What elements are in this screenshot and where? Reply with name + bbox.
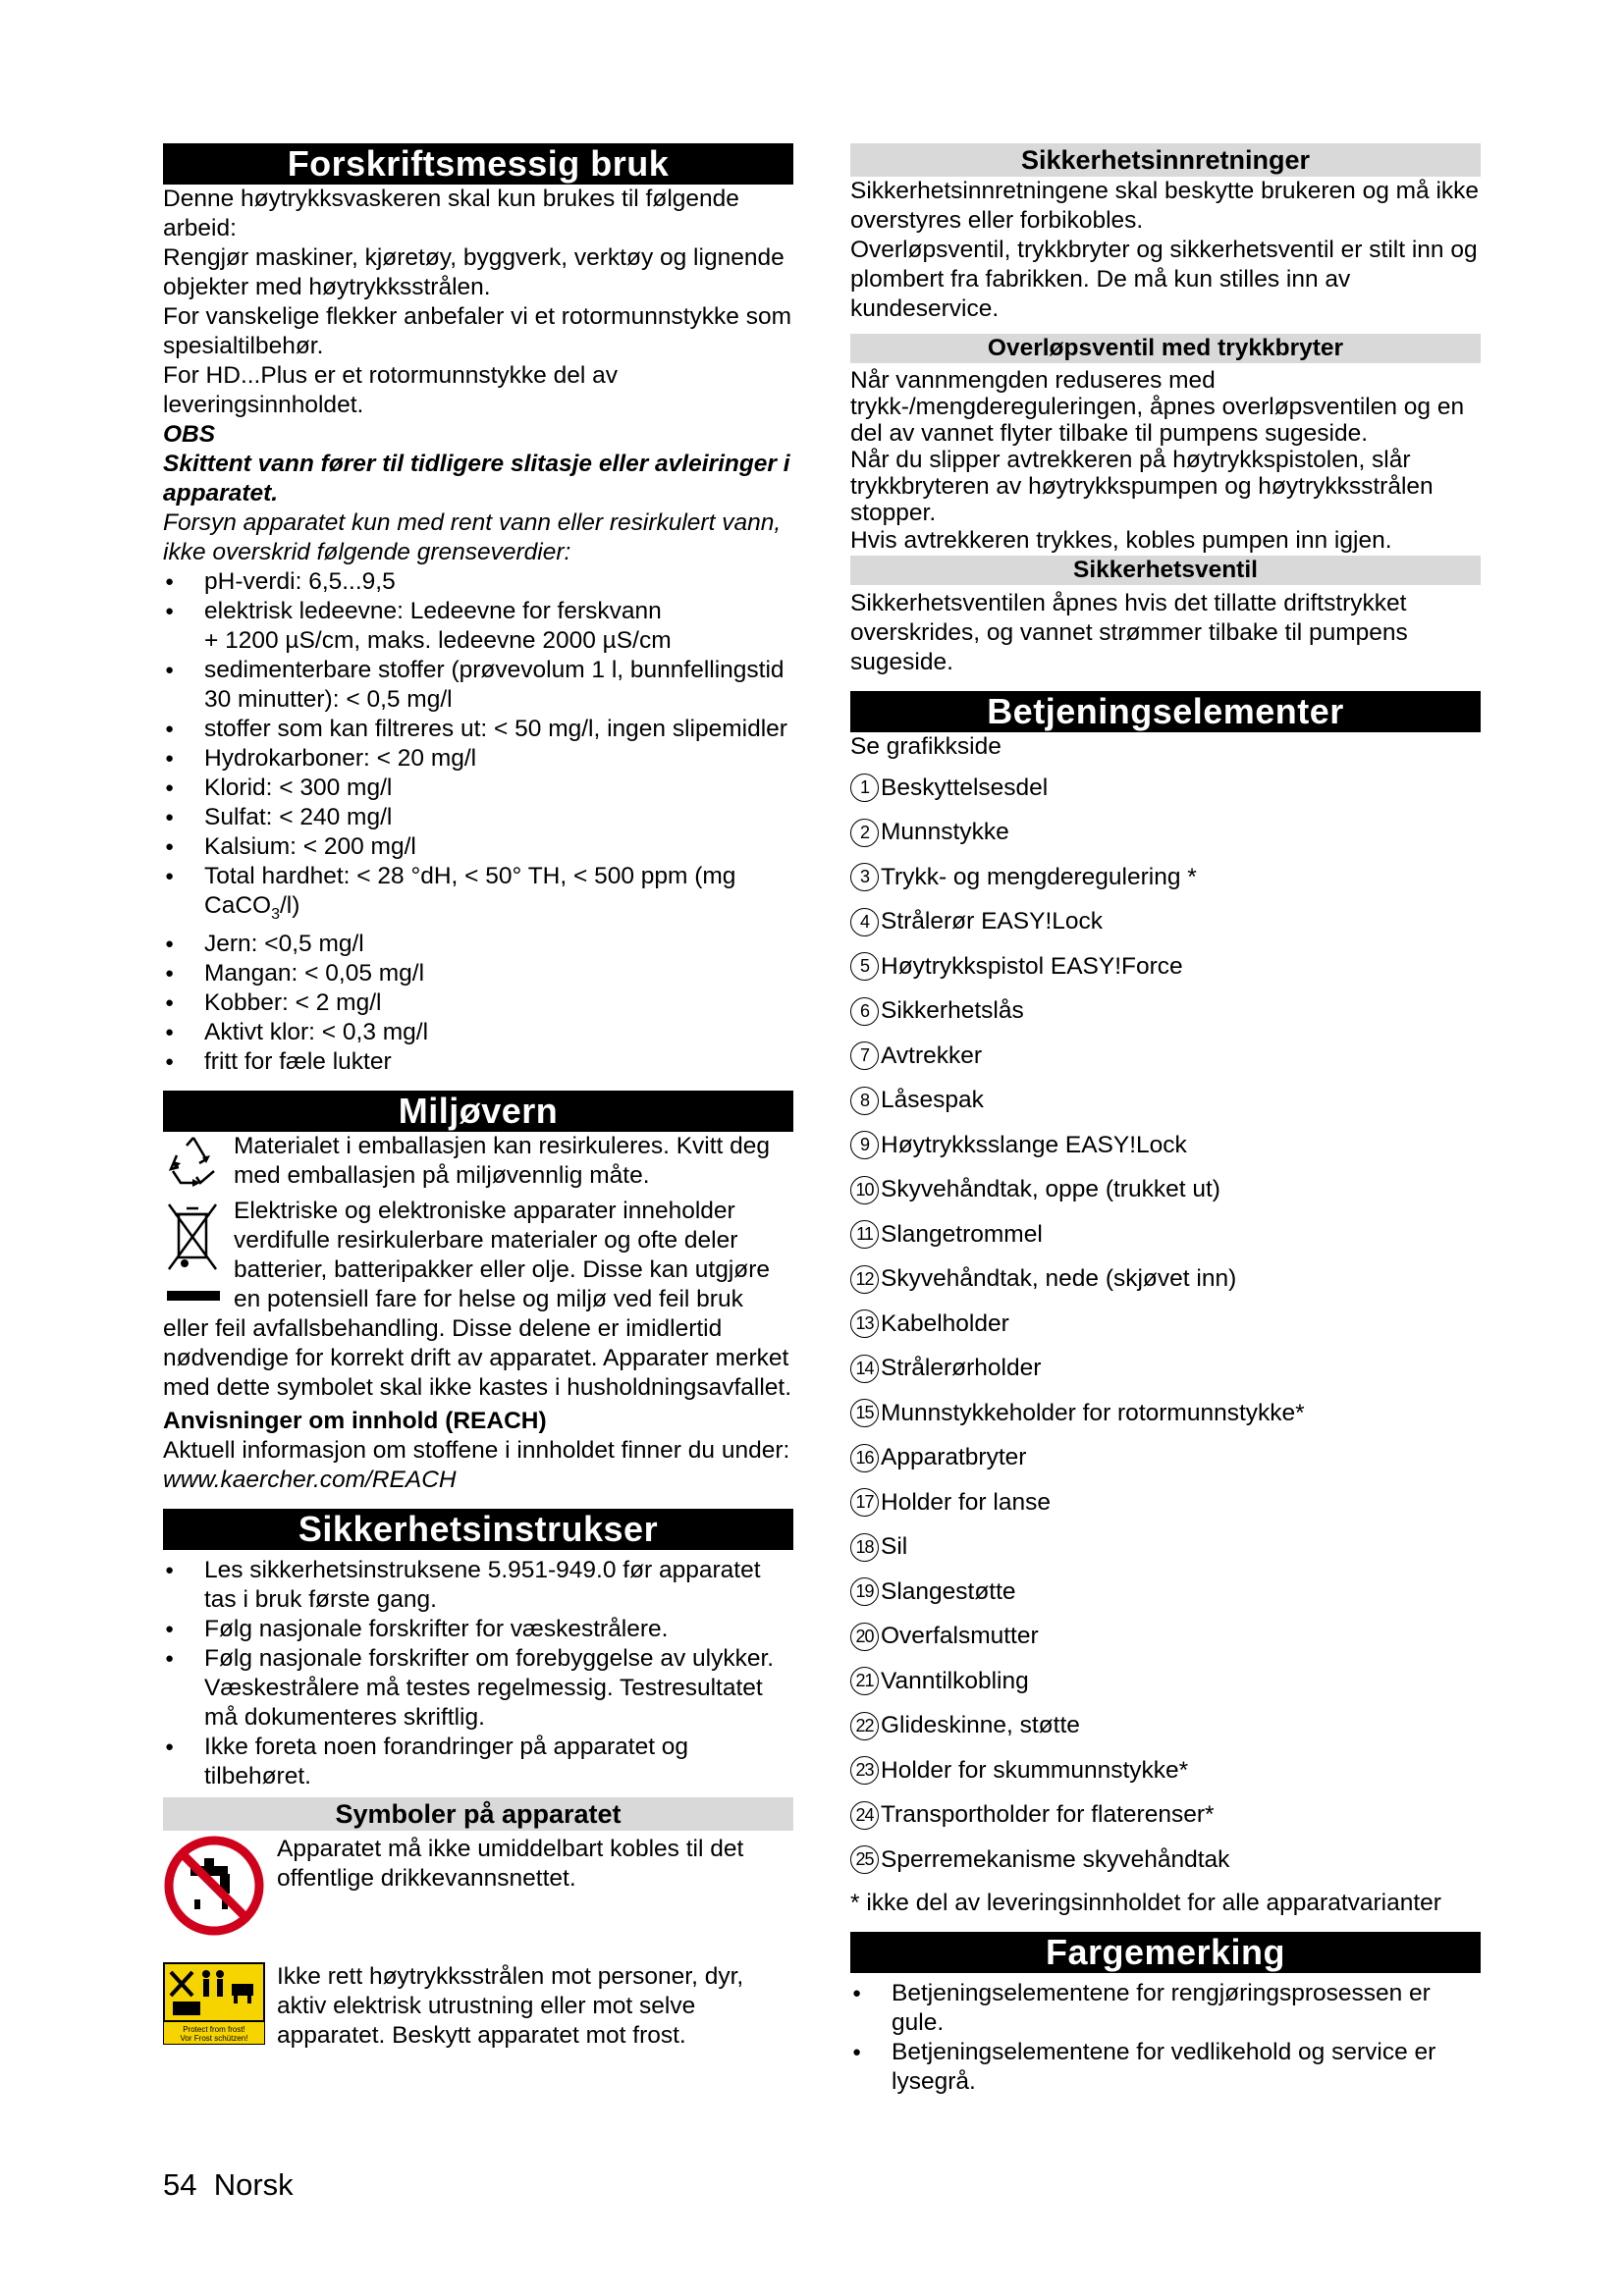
item-label: Høytrykkspistol EASY!Force bbox=[881, 952, 1183, 980]
item-label: Høytrykksslange EASY!Lock bbox=[881, 1131, 1187, 1158]
list-item: ● Følg nasjonale forskrifter om forebyggelse av ulykker. Væskestrålere må testes regelmessig. Testresultatet må dokumenteres skriftlig. bbox=[163, 1644, 793, 1733]
obs-label: OBS bbox=[163, 421, 216, 448]
item-number-badge: 2 bbox=[850, 819, 879, 847]
section-title-sikkerhetsventil: Sikkerhetsventil bbox=[850, 556, 1481, 585]
recycle-text: Materialet i emballasjen kan resirkuleres. Kvitt deg med emballasjen på miljøvennlig måte. bbox=[234, 1132, 771, 1189]
paragraph: Rengjør maskiner, kjøretøy, byggverk, verktøy og lignende objekter med høytrykksstrålen. bbox=[163, 244, 785, 300]
control-element-item bbox=[850, 1257, 1481, 1303]
item-number-badge: 10 bbox=[850, 1176, 879, 1204]
paragraph: Hvis avtrekkeren trykkes, kobles pumpen inn igjen. bbox=[850, 527, 1392, 554]
control-element-item bbox=[850, 1570, 1481, 1615]
item-label: Trykk- og mengderegulering * bbox=[881, 863, 1197, 890]
item-number-badge: 20 bbox=[850, 1623, 879, 1651]
control-element-item bbox=[850, 1659, 1481, 1704]
list-item: ● Les sikkerhetsinstruksene 5.951-949.0 før apparatet tas i bruk første gang. bbox=[163, 1556, 793, 1615]
list-item: ● Følg nasjonale forskrifter for væskestrålere. bbox=[163, 1615, 793, 1644]
section-title-sikkerhetsinstrukser: Sikkerhetsinstrukser bbox=[163, 1509, 793, 1550]
item-label: Glideskinne, støtte bbox=[881, 1712, 1080, 1739]
item-label: Strålerørholder bbox=[881, 1355, 1042, 1382]
paragraph: Overløpsventil, trykkbryter og sikkerhetsventil er stilt inn og plombert fra fabrikken. De må kun stilles inn av kundeservice. bbox=[850, 237, 1478, 322]
control-element-item bbox=[850, 1525, 1481, 1571]
item-number-badge: 4 bbox=[850, 908, 879, 936]
item-number-badge: 11 bbox=[850, 1220, 879, 1249]
jet-sign-line2: Vor Frost schützen! bbox=[180, 2033, 248, 2043]
list-item: ● fritt for fæle lukter bbox=[163, 1047, 793, 1077]
list-item: ● pH-verdi: 6,5...9,5 bbox=[163, 567, 793, 597]
item-label: Overfalsmutter bbox=[881, 1623, 1039, 1650]
control-element-item bbox=[850, 811, 1481, 856]
color-coding-list bbox=[850, 1979, 1481, 2097]
weee-text: Elektriske og elektroniske apparater inneholder verdifulle resirkulerbare materialer og ofte deler batterier, batteripakker eller olje. Disse kan utgjøre en potensiell fare for helse og miljø ved feil bruk eller feil avfallsbehandling. Disse delene er imidlertid nødvendige for korrekt drift av apparatet. Apparater merket med dette symbolet skal ikke kastes i husholdningsavfallet. bbox=[163, 1197, 792, 1401]
control-element-item bbox=[850, 1302, 1481, 1347]
control-element-item bbox=[850, 1615, 1481, 1660]
reach-link[interactable]: www.kaercher.com/REACH bbox=[163, 1466, 457, 1493]
item-label: Slangestøtte bbox=[881, 1577, 1016, 1605]
item-number-badge: 21 bbox=[850, 1667, 879, 1695]
item-label: Låsespak bbox=[881, 1087, 984, 1114]
control-element-item bbox=[850, 944, 1481, 989]
list-item: ● Total hardhet: < 28 °dH, < 50° TH, < 500 ppm (mg CaCO$_3$/l) bbox=[163, 862, 793, 930]
section-title-fargemerking: Fargemerking bbox=[850, 1932, 1481, 1973]
control-element-item bbox=[850, 1748, 1481, 1793]
item-label: Skyvehåndtak, nede (skjøvet inn) bbox=[881, 1265, 1237, 1293]
control-element-item bbox=[850, 1347, 1481, 1392]
item-label: Munnstykkeholder for rotormunnstykke* bbox=[881, 1399, 1305, 1426]
item-label: Vanntilkobling bbox=[881, 1667, 1029, 1694]
list-item: ● Klorid: < 300 mg/l bbox=[163, 774, 793, 803]
list-item: ● Hydrokarboner: < 20 mg/l bbox=[163, 744, 793, 774]
control-element-item bbox=[850, 1391, 1481, 1436]
control-element-item bbox=[850, 1793, 1481, 1839]
obs-warning: Skittent vann fører til tidligere slitasje eller avleiringer i apparatet. bbox=[163, 451, 790, 507]
list-item: ● stoffer som kan filtreres ut: < 50 mg/l, ingen slipemidler bbox=[163, 715, 793, 744]
control-element-item bbox=[850, 1704, 1481, 1749]
item-number-badge: 23 bbox=[850, 1756, 879, 1785]
item-number-badge: 15 bbox=[850, 1399, 879, 1427]
item-number-badge: 25 bbox=[850, 1845, 879, 1874]
crossed-bin-icon bbox=[163, 1197, 234, 1314]
limit-list bbox=[163, 567, 793, 1077]
control-elements-list bbox=[850, 766, 1481, 1883]
page-footer bbox=[163, 2167, 294, 2203]
control-element-item bbox=[850, 1480, 1481, 1525]
paragraph: Denne høytrykksvaskeren skal kun brukes til følgende arbeid: bbox=[163, 186, 739, 241]
item-number-badge: 17 bbox=[850, 1488, 879, 1517]
item-label: Transportholder for flaterenser* bbox=[881, 1801, 1215, 1829]
control-element-item bbox=[850, 900, 1481, 945]
item-label: Sikkerhetslås bbox=[881, 997, 1024, 1025]
no-jet-warning-icon bbox=[163, 1962, 277, 2053]
reach-title: Anvisninger om innhold (REACH) bbox=[163, 1407, 547, 1434]
list-item: ● Betjeningselementene for vedlikehold og service er lysegrå. bbox=[850, 2038, 1481, 2097]
item-number-badge: 16 bbox=[850, 1444, 879, 1472]
item-number-badge: 9 bbox=[850, 1131, 879, 1159]
control-element-item bbox=[850, 1168, 1481, 1213]
item-number-badge: 8 bbox=[850, 1087, 879, 1115]
list-item: ● Kalsium: < 200 mg/l bbox=[163, 832, 793, 862]
jet-sign-line1: Protect from frost! bbox=[183, 2024, 245, 2034]
list-item: ● Aktivt klor: < 0,3 mg/l bbox=[163, 1018, 793, 1047]
item-label: Sil bbox=[881, 1533, 908, 1561]
section-title-miljovern: Miljøvern bbox=[163, 1091, 793, 1132]
list-item: ● sedimenterbare stoffer (prøvevolum 1 l, bunnfellingstid 30 minutter): < 0,5 mg/l bbox=[163, 656, 793, 715]
right-column bbox=[850, 143, 1481, 2097]
list-item: ● elektrisk ledeevne: Ledeevne for ferskvann + 1200 µS/cm, maks. ledeevne 2000 µS/cm bbox=[163, 597, 793, 656]
section-title-symboler: Symboler på apparatet bbox=[163, 1797, 793, 1831]
list-item: ● Betjeningselementene for rengjøringsprosessen er gule. bbox=[850, 1979, 1481, 2038]
list-item: ● Ikke foreta noen forandringer på apparatet og tilbehøret. bbox=[163, 1733, 793, 1791]
graphic-reference: Se grafikkside bbox=[850, 733, 1001, 760]
item-number-badge: 6 bbox=[850, 997, 879, 1026]
list-item: ● Mangan: < 0,05 mg/l bbox=[163, 959, 793, 988]
recycle-icon bbox=[163, 1132, 234, 1197]
control-element-item bbox=[850, 1212, 1481, 1257]
control-element-item bbox=[850, 1123, 1481, 1168]
paragraph: Sikkerhetsinnretningene skal beskytte brukeren og må ikke overstyres eller forbikobles. bbox=[850, 178, 1480, 234]
item-label: Avtrekker bbox=[881, 1041, 983, 1069]
control-element-item bbox=[850, 766, 1481, 811]
drinking-water-text: Apparatet må ikke umiddelbart kobles til det offentlige drikkevannsnettet. bbox=[277, 1835, 744, 1892]
list-item: ● Jern: <0,5 mg/l bbox=[163, 930, 793, 959]
section-title-overlopsventil: Overløpsventil med trykkbryter bbox=[850, 334, 1481, 363]
item-label: Munnstykke bbox=[881, 819, 1009, 846]
item-label: Strålerør EASY!Lock bbox=[881, 908, 1104, 935]
item-number-badge: 1 bbox=[850, 774, 879, 802]
item-number-badge: 13 bbox=[850, 1309, 879, 1338]
section-title-sikkerhetsinnretninger: Sikkerhetsinnretninger bbox=[850, 143, 1481, 177]
item-label: Holder for lanse bbox=[881, 1488, 1051, 1516]
footnote: * ikke del av leveringsinnholdet for alle apparatvarianter bbox=[850, 1889, 1441, 1916]
paragraph: For vanskelige flekker anbefaler vi et rotormunnstykke som spesialtilbehør. bbox=[163, 303, 791, 359]
paragraph: Sikkerhetsventilen åpnes hvis det tillatte driftstrykket overskrides, og vannet strømmer tilbake til pumpens sugeside. bbox=[850, 590, 1408, 675]
item-label: Kabelholder bbox=[881, 1309, 1009, 1337]
weee-notice bbox=[163, 1197, 793, 1403]
no-drinking-water-icon bbox=[163, 1835, 277, 1945]
page-number: 54 bbox=[163, 2167, 197, 2202]
list-item: ● Sulfat: < 240 mg/l bbox=[163, 803, 793, 832]
control-element-item bbox=[850, 1436, 1481, 1481]
item-number-badge: 3 bbox=[850, 863, 879, 891]
item-label: Holder for skummunnstykke* bbox=[881, 1756, 1189, 1784]
item-number-badge: 7 bbox=[850, 1041, 879, 1070]
page-language: Norsk bbox=[213, 2167, 294, 2202]
paragraph: Når vannmengden reduseres med trykk-/mengdereguleringen, åpnes overløpsventilen og en del av vannet flyter tilbake til pumpens sugeside. bbox=[850, 367, 1465, 447]
item-label: Beskyttelsesdel bbox=[881, 774, 1049, 801]
item-label: Skyvehåndtak, oppe (trukket ut) bbox=[881, 1176, 1220, 1203]
item-number-badge: 18 bbox=[850, 1533, 879, 1562]
control-element-item bbox=[850, 1838, 1481, 1883]
control-element-item bbox=[850, 1034, 1481, 1079]
jet-notice bbox=[163, 1962, 793, 2053]
paragraph: For HD...Plus er et rotormunnstykke del av leveringsinnholdet. bbox=[163, 362, 618, 418]
control-element-item bbox=[850, 1079, 1481, 1124]
control-element-item bbox=[850, 855, 1481, 900]
left-column bbox=[163, 143, 793, 2053]
control-element-item bbox=[850, 989, 1481, 1035]
item-label: Sperremekanisme skyvehåndtak bbox=[881, 1845, 1230, 1873]
item-number-badge: 12 bbox=[850, 1265, 879, 1294]
item-number-badge: 19 bbox=[850, 1577, 879, 1606]
reach-intro: Aktuell informasjon om stoffene i innholdet finner du under: bbox=[163, 1436, 790, 1464]
section-title-forskriftsmessig-bruk: Forskriftsmessig bruk bbox=[163, 143, 793, 185]
item-label: Apparatbryter bbox=[881, 1444, 1027, 1471]
paragraph: Når du slipper avtrekkeren på høytrykkspistolen, slår trykkbryteren av høytrykkspumpen og høytrykksstrålen stopper. bbox=[850, 447, 1434, 526]
item-number-badge: 24 bbox=[850, 1801, 879, 1830]
section-title-betjeningselementer: Betjeningselementer bbox=[850, 691, 1481, 732]
item-number-badge: 22 bbox=[850, 1712, 879, 1740]
safety-list bbox=[163, 1556, 793, 1791]
reach-text bbox=[163, 1436, 793, 1495]
recycle-notice bbox=[163, 1132, 793, 1197]
item-number-badge: 5 bbox=[850, 952, 879, 981]
list-item: ● Kobber: < 2 mg/l bbox=[163, 988, 793, 1018]
item-label: Slangetrommel bbox=[881, 1220, 1043, 1248]
drinking-water-notice bbox=[163, 1835, 793, 1945]
item-number-badge: 14 bbox=[850, 1355, 879, 1383]
jet-text: Ikke rett høytrykksstrålen mot personer, dyr, aktiv elektrisk utrustning eller mot selve apparatet. Beskytt apparatet mot frost. bbox=[277, 1962, 744, 2049]
obs-note: Forsyn apparatet kun med rent vann eller resirkulert vann, ikke overskrid følgende grenseverdier: bbox=[163, 509, 782, 565]
